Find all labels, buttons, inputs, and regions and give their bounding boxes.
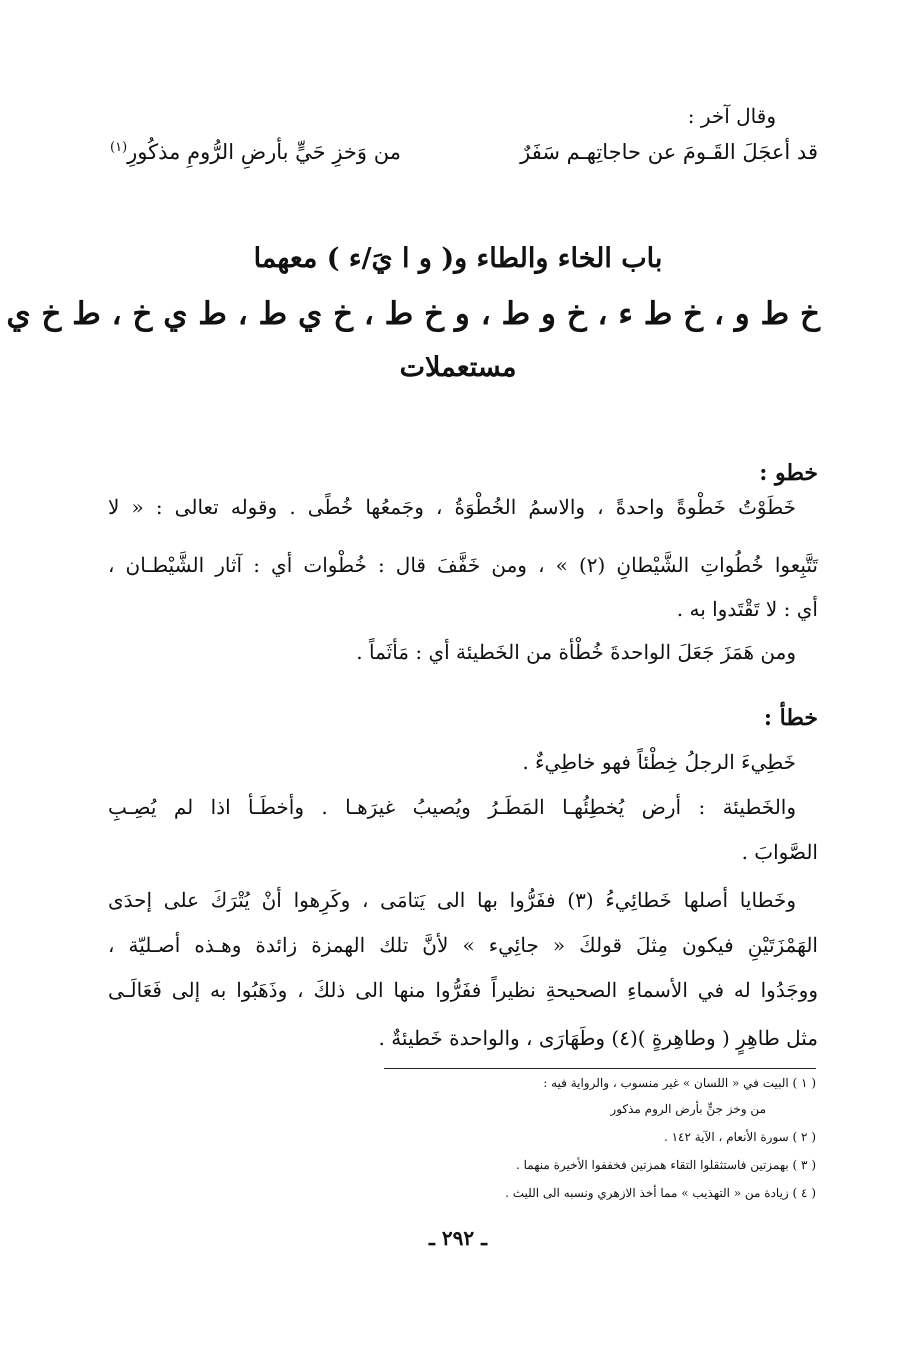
- page-number: ـ ٢٩٢ ـ: [429, 1226, 487, 1250]
- intro-line: وقال آخر :: [687, 104, 776, 128]
- entry-line: الهَمْزَتَيْنِ فيكون مِثلَ قولكَ « جائِيء » لأنَّ تلك الهمزة زائدة وهـذه أصـليّة ،: [108, 933, 818, 957]
- entry-line: ووجَدُوا له في الأسماءِ الصحيحةِ نظيراً ففَرُّوا منها الى ذلكَ ، وذَهَبُوا به إلى فَعَالَـى: [108, 978, 818, 1002]
- verse-first-hemistich: قد أعجَلَ القَـومَ عن حاجاتِهـم سَفَرٌ: [520, 140, 818, 164]
- chapter-title: باب الخاء والطاء و( و ا يَ/ء ) معهما: [253, 243, 663, 274]
- verse-second-hemistich: [110, 140, 401, 164]
- entry-line: خَطِيءَ الرجلُ خِطْئاً فهو خاطِيءٌ .: [522, 750, 796, 774]
- entry-line: ومن هَمَزَ جَعَلَ الواحدةَ خُطْأة من الخَطيئة أي : مَأثَماً .: [356, 640, 796, 664]
- footnote-marker-1: (١): [110, 140, 128, 155]
- footnote: ( ١ ) البيت في « اللسان » غير منسوب ، والرواية فيه :: [543, 1076, 816, 1090]
- entry-line: تَتَّبِعوا خُطُواتِ الشَّيْطانِ (٢) » ، ومن خَفَّفَ قال : خُطْوات أي : آثار الشَّيْطـان ،: [108, 553, 818, 577]
- footnote: ( ٢ ) سورة الأنعام ، الآية ١٤٢ .: [663, 1130, 816, 1144]
- footnote: ( ٣ ) بهمزتين فاستثقلوا التقاء همزتين فخففوا الأخيرة منهما .: [516, 1158, 816, 1172]
- entry-line: الصَّوابَ .: [741, 840, 818, 864]
- poetry-verse: [110, 140, 818, 184]
- footnote-divider: [384, 1068, 816, 1069]
- chapter-status: مستعملات: [399, 352, 517, 383]
- verse-second-hemistich-text: من وَخزِ حَيٍّ بأرضِ الرُّومِ مذكُورِ: [127, 140, 401, 164]
- chapter-root-list: خ ط و ، خ ط ء ، خ و ط ، و خ ط ، خ ي ط ، ط ي خ ، ط خ ي: [6, 296, 820, 332]
- entry-line: مثل طاهِرٍ ( وطاهِرةٍ )(٤) وطَهَارَى ، والواحدة خَطيئةٌ .: [378, 1026, 818, 1050]
- entry-heading-khtw: خطو :: [759, 460, 818, 486]
- entry-line: أي : لا تَقْتَدوا به .: [676, 597, 818, 621]
- entry-line: وخَطايا أصلها خَطائِيءُ (٣) ففَرُّوا بها الى يَتامَى ، وكَرِهوا أنْ يُتْرَكَ على إحدَى: [108, 888, 796, 912]
- footnote-continuation: من وخز جنٍّ بأرض الروم مذكور: [610, 1102, 766, 1116]
- footnote: ( ٤ ) زيادة من « التهذيب » مما أخذ الازهري ونسبه الى الليث .: [505, 1186, 816, 1200]
- entry-line: والخَطيئة : أرض يُخطِئُهـا المَطَـرُ ويُصيبُ غيرَهـا . وأخطَـأ اذا لم يُصِـبِ: [108, 795, 796, 819]
- entry-heading-khta: خطأ :: [763, 705, 818, 731]
- entry-line: خَطَوْتُ خَطْوةً واحدةً ، والاسمُ الخُطْوَةُ ، وجَمعُها خُطًى . وقوله تعالى : « لا: [108, 495, 796, 519]
